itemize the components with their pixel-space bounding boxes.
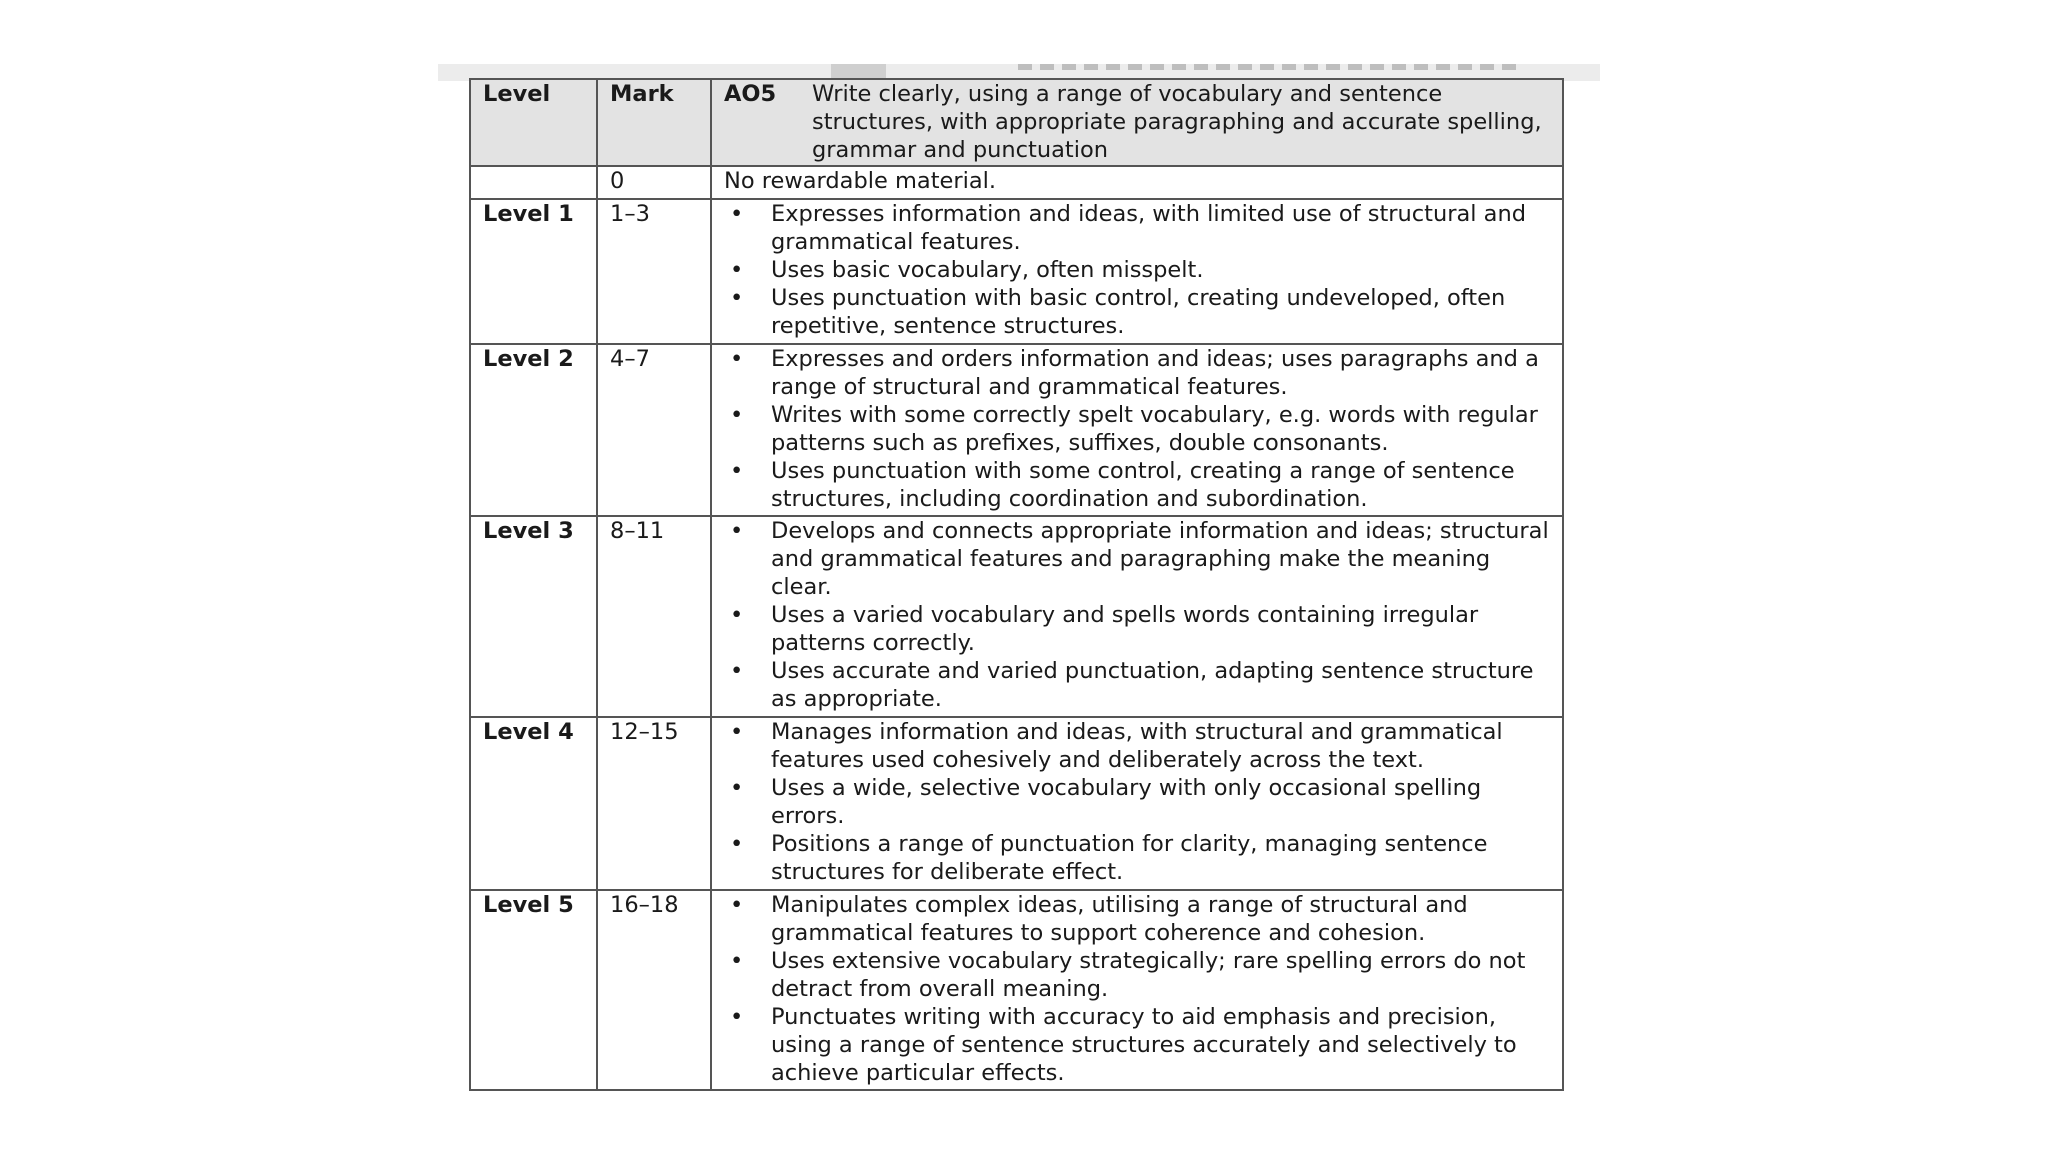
criteria-list [724, 517, 1552, 713]
criteria-list [724, 345, 1552, 513]
criterion: • Uses a varied vocabulary and spells words containing irregular patterns correctly. [724, 601, 1552, 657]
criteria-cell [711, 890, 1563, 1090]
criterion: • Uses a wide, selective vocabulary with only occasional spelling errors. [724, 774, 1552, 830]
criterion: • Uses basic vocabulary, often misspelt. [724, 256, 1552, 284]
header-descriptor [711, 79, 1563, 166]
level-label: Level 1 [470, 199, 597, 344]
criterion: • Expresses information and ideas, with limited use of structural and grammatical features. [724, 200, 1552, 256]
mark-range: 8–11 [597, 516, 711, 717]
level-label: Level 3 [470, 516, 597, 717]
zero-row-text: No rewardable material. [711, 166, 1563, 199]
criteria-list [724, 891, 1552, 1087]
level-row [470, 516, 1563, 717]
level-label: Level 5 [470, 890, 597, 1090]
level-label: Level 4 [470, 717, 597, 890]
criterion: • Uses accurate and varied punctuation, adapting sentence structure as appropriate. [724, 657, 1552, 713]
criteria-cell [711, 199, 1563, 344]
criterion: • Uses punctuation with basic control, creating undeveloped, often repetitive, sentence structures. [724, 284, 1552, 340]
assessment-objective-text: Write clearly, using a range of vocabulary and sentence structures, with appropriate paragraphing and accurate spelling, grammar and punctuation [812, 81, 1542, 163]
level-label: Level 2 [470, 344, 597, 516]
header-mark: Mark [597, 79, 711, 166]
criterion: • Expresses and orders information and ideas; uses paragraphs and a range of structural and grammatical features. [724, 345, 1552, 401]
criterion: • Writes with some correctly spelt vocabulary, e.g. words with regular patterns such as prefixes, suffixes, double consonants. [724, 401, 1552, 457]
zero-row-mark: 0 [597, 166, 711, 199]
level-row [470, 890, 1563, 1090]
criterion: • Punctuates writing with accuracy to aid emphasis and precision, using a range of sentence structures accurately and selectively to achieve particular effects. [724, 1003, 1552, 1087]
criteria-list [724, 200, 1552, 340]
level-row [470, 344, 1563, 516]
mark-range: 4–7 [597, 344, 711, 516]
criterion: • Uses punctuation with some control, creating a range of sentence structures, including coordination and subordination. [724, 457, 1552, 513]
level-row [470, 199, 1563, 344]
criterion: • Positions a range of punctuation for clarity, managing sentence structures for deliberate effect. [724, 830, 1552, 886]
criteria-list [724, 718, 1552, 886]
mark-range: 1–3 [597, 199, 711, 344]
assessment-objective-code: AO5 [724, 81, 777, 107]
zero-mark-row [470, 166, 1563, 199]
header-row [470, 79, 1563, 166]
criterion: • Uses extensive vocabulary strategically; rare spelling errors do not detract from overall meaning. [724, 947, 1552, 1003]
cropped-text-fragment [1018, 64, 1518, 70]
mark-scheme-table [469, 78, 1564, 1091]
criterion: • Develops and connects appropriate information and ideas; structural and grammatical features and paragraphing make the meaning clear. [724, 517, 1552, 601]
criteria-cell [711, 344, 1563, 516]
mark-range: 16–18 [597, 890, 711, 1090]
criteria-cell [711, 516, 1563, 717]
criterion: • Manages information and ideas, with structural and grammatical features used cohesively and deliberately across the text. [724, 718, 1552, 774]
zero-row-level [470, 166, 597, 199]
criterion: • Manipulates complex ideas, utilising a range of structural and grammatical features to support coherence and cohesion. [724, 891, 1552, 947]
header-level: Level [470, 79, 597, 166]
level-row [470, 717, 1563, 890]
criteria-cell [711, 717, 1563, 890]
mark-range: 12–15 [597, 717, 711, 890]
